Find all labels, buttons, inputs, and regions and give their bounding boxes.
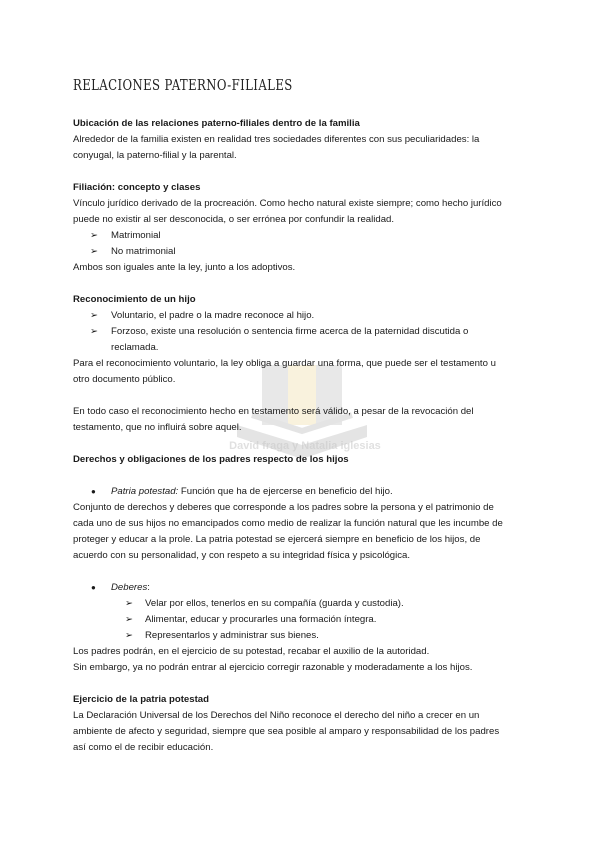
arrow-bullet-icon: ➢ xyxy=(125,630,134,641)
text-line: acuerdo con su personalidad, y con respeto a su integridad física y psicológica. xyxy=(73,550,411,561)
text-line: Sin embargo, ya no podrán entrar al ejercicio corregir razonable y moderadamente a los hijos. xyxy=(73,662,473,673)
list-item: ● Patria potestad: Función que ha de ejercerse en beneficio del hijo. xyxy=(73,484,528,500)
list-item: ➢ Representarlos y administrar sus bienes. xyxy=(73,628,528,644)
list-item: ➢ Velar por ellos, tenerlos en su compañía (guarda y custodia). xyxy=(73,596,528,612)
list-item: ➢ Matrimonial xyxy=(73,228,528,244)
text-line: Vínculo jurídico derivado de la procreación. Como hecho natural existe siempre; como hecho jurídico xyxy=(73,198,502,209)
bullet-icon: ● xyxy=(91,583,96,592)
list-item: ➢ No matrimonial xyxy=(73,244,528,260)
text-line: La Declaración Universal de los Derechos del Niño reconoce el derecho del niño a crecer en un xyxy=(73,710,480,721)
arrow-bullet-icon: ➢ xyxy=(90,310,99,321)
list-item: ➢ Voluntario, el padre o la madre reconoce al hijo. xyxy=(73,308,528,324)
text-line: Los padres podrán, en el ejercicio de su potestad, recabar el auxilio de la autoridad. xyxy=(73,646,430,657)
watermark-text: David fraga y Natalia iglesias xyxy=(229,440,381,452)
text-line: así como el de recibir educación. xyxy=(73,742,214,753)
list-item: ➢ Alimentar, educar y procurarles una formación íntegra. xyxy=(73,612,528,628)
list-item: ● Deberes: xyxy=(73,580,528,596)
text-line: ambiente de afecto y seguridad, siempre que sea posible al amparo y responsabilidad de los padres xyxy=(73,726,500,737)
text-line: En todo caso el reconocimiento hecho en testamento será válido, a pesar de la revocación del xyxy=(73,406,474,417)
section-heading-filiacion: Filiación: concepto y clases xyxy=(73,182,201,193)
arrow-bullet-icon: ➢ xyxy=(125,598,134,609)
text-line: Alrededor de la familia existen en realidad tres sociedades diferentes con sus peculiaridades: la xyxy=(73,134,480,145)
text-line: puede no existir al ser desconocida, o ser errónea por confundir la realidad. xyxy=(73,214,395,225)
section-heading-ubicacion: Ubicación de las relaciones paterno-filiales dentro de la familia xyxy=(73,118,360,129)
text-line: Ambos son iguales ante la ley, junto a los adoptivos. xyxy=(73,262,296,273)
text-line: Conjunto de derechos y deberes que corresponde a los padres sobre la persona y el patrimonio de xyxy=(73,502,494,513)
bullet-icon: ● xyxy=(91,487,96,496)
arrow-bullet-icon: ➢ xyxy=(90,326,99,337)
text-line: proteger y educar a la prole. La patria potestad se ejercerá siempre en beneficio de los hijos, de xyxy=(73,534,481,545)
arrow-bullet-icon: ➢ xyxy=(125,614,134,625)
text-line: otro documento público. xyxy=(73,374,176,385)
section-heading-derechos: Derechos y obligaciones de los padres respecto de los hijos xyxy=(73,454,349,465)
text-line: Para el reconocimiento voluntario, la ley obliga a guardar una forma, que puede ser el testamento u xyxy=(73,358,496,369)
page-title: RELACIONES PATERNO-FILIALES xyxy=(73,76,293,94)
list-item-continuation: reclamada. xyxy=(111,342,159,353)
text-line: cada uno de sus hijos no emancipados como medio de realizar la función natural que les incumbe de xyxy=(73,518,503,529)
text-line: testamento, que no influirá sobre aquel. xyxy=(73,422,242,433)
section-heading-reconocimiento: Reconocimiento de un hijo xyxy=(73,294,196,305)
document-body xyxy=(73,116,528,756)
text-line: conyugal, la paterno-filial y la parental. xyxy=(73,150,237,161)
list-item: ➢ Forzoso, existe una resolución o sentencia firme acerca de la paternidad discutida o xyxy=(73,324,528,340)
arrow-bullet-icon: ➢ xyxy=(90,246,99,257)
arrow-bullet-icon: ➢ xyxy=(90,230,99,241)
section-heading-ejercicio: Ejercicio de la patria potestad xyxy=(73,694,209,705)
